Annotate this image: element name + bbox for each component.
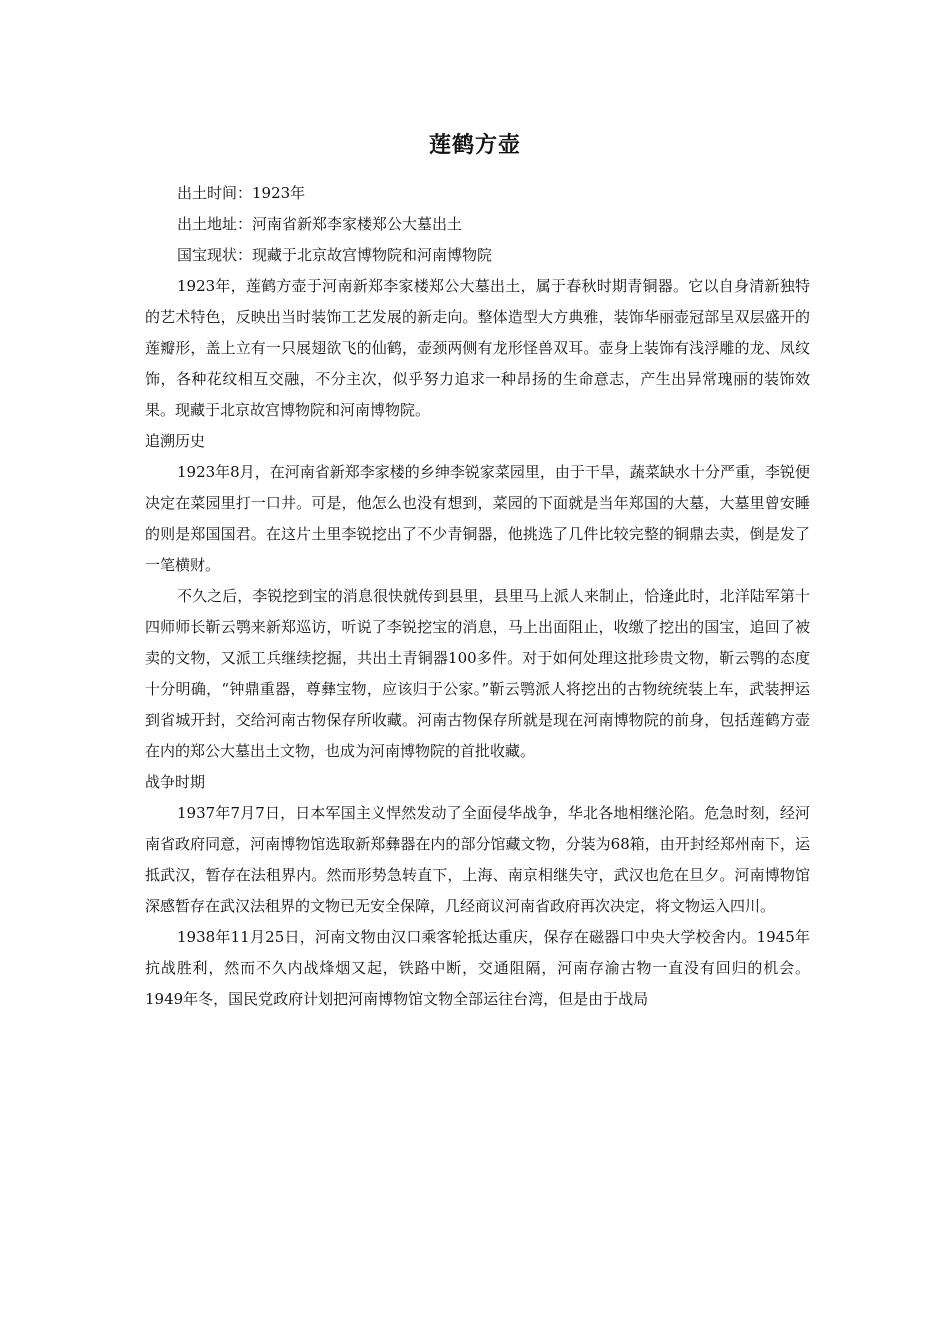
history-paragraph: 1923年8月，在河南省新郑李家楼的乡绅李锐家菜园里，由于干旱，蔬菜缺水十分严重，李锐便决定在菜园里打一口井。可是，他怎么也没有想到，菜园的下面就是当年郑国的大墓，大墓里曾安睡的则是郑国国君。在这片土里李锐挖出了不少青铜器，他挑选了几件比较完整的铜鼎去卖，倒是发了一笔横财。 [145, 463, 810, 574]
war-paragraph: 1937年7月7日，日本军国主义悍然发动了全面侵华战争，华北各地相继沦陷。危急时刻，经河南省政府同意，河南博物馆选取新郑彝器在内的部分馆藏文物，分装为68箱，由开封经郑州南下，运抵武汉，暂存在法租界内。然而形势急转直下，上海、南京相继失守，武汉也危在旦夕。河南博物馆深感暂存在武汉法租界的文物已无安全保障，几经商议河南省政府再次决定，将文物运入四川。 [145, 804, 810, 915]
war-paragraph: 1938年11月25日，河南文物由汉口乘客轮抵达重庆，保存在磁器口中央大学校舍内。1945年抗战胜利，然而不久内战烽烟又起，铁路中断，交通阻隔，河南存渝古物一直没有回归的机会。1949年冬，国民党政府计划把河南博物馆文物全部运往台湾，但是由于战局 [145, 928, 810, 1008]
section-heading-history: 追溯历史 [145, 432, 206, 450]
history-paragraph: 不久之后，李锐挖到宝的消息很快就传到县里，县里马上派人来制止，恰逢此时，北洋陆军第十四师师长靳云鹗来新郑巡访，听说了李锐挖宝的消息，马上出面阻止，收缴了挖出的国宝，追回了被卖的文物，又派工兵继续挖掘，共出土青铜器100多件。对于如何处理这批珍贵文物，靳云鹗的态度十分明确，“钟鼎重器，尊彝宝物，应该归于公家。”靳云鹗派人将挖出的古物统统装上车，武装押运到省城开封，交给河南古物保存所收藏。河南古物保存所就是现在河南博物院的前身，包括莲鹤方壶在内的郑公大墓出土文物，也成为河南博物院的首批收藏。 [145, 587, 810, 760]
excavation-place: 出土地址：河南省新郑李家楼郑公大墓出土 [177, 215, 463, 233]
excavation-date: 出土时间：1923年 [177, 184, 306, 202]
intro-paragraph: 1923年，莲鹤方壶于河南新郑李家楼郑公大墓出土，属于春秋时期青铜器。它以自身清新独特的艺术特色，反映出当时装饰工艺发展的新走向。整体造型大方典雅，装饰华丽壶冠部呈双层盛开的莲瓣形，盖上立有一只展翅欲飞的仙鹤，壶颈两侧有龙形怪兽双耳。壶身上装饰有浅浮雕的龙、凤纹饰，各种花纹相互交融，不分主次，似乎努力追求一种昂扬的生命意志，产生出异常瑰丽的装饰效果。现藏于北京故宫博物院和河南博物院。 [145, 277, 810, 419]
page-title: 莲鹤方壶 [428, 133, 521, 158]
document-body [145, 178, 810, 1015]
current-status: 国宝现状：现藏于北京故宫博物院和河南博物院 [177, 246, 493, 264]
section-heading-war: 战争时期 [145, 773, 206, 791]
